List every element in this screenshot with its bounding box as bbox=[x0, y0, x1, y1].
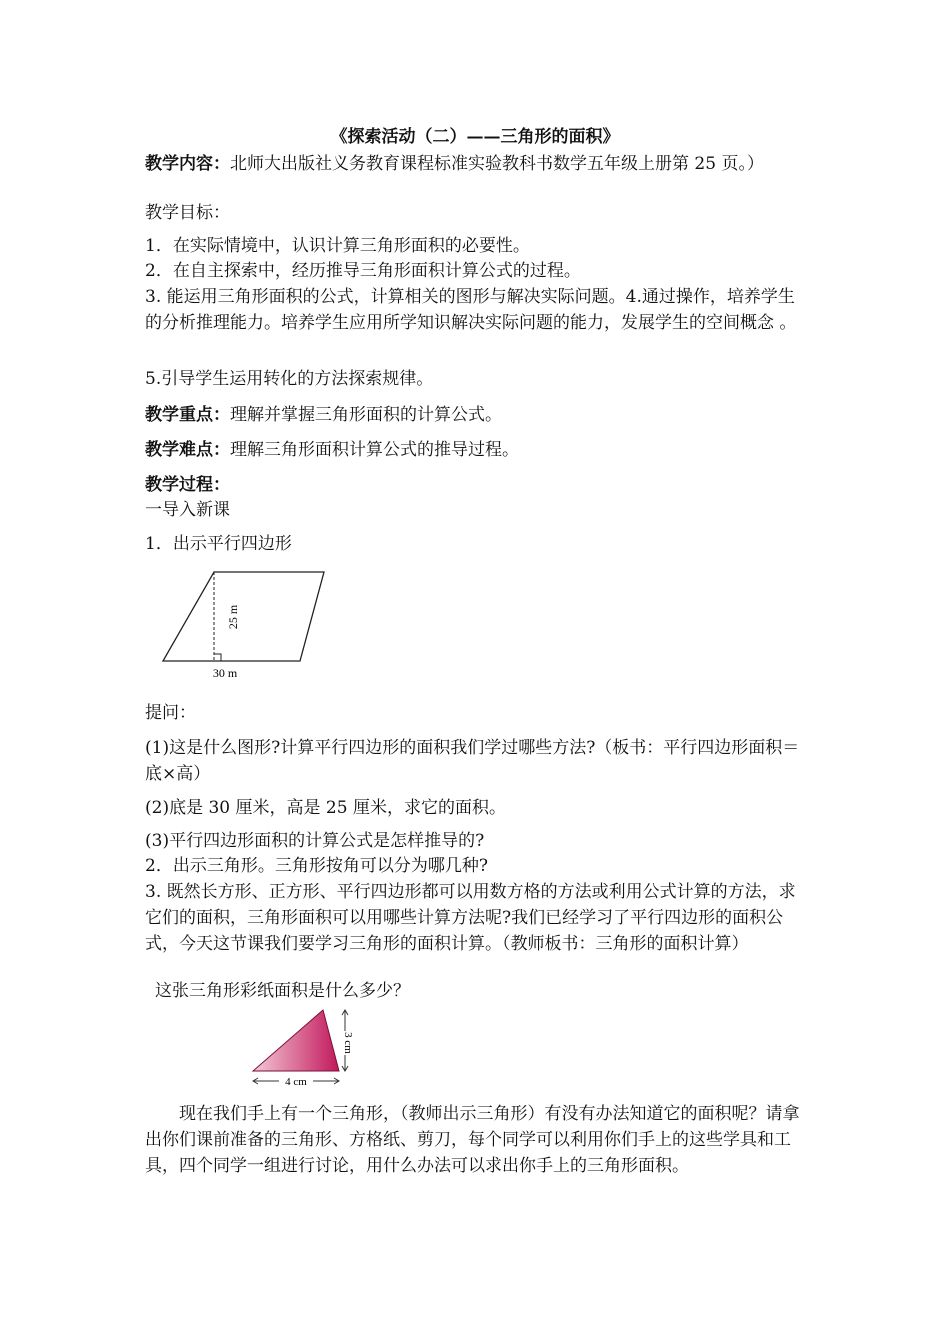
parallelogram-base-label: 30 m bbox=[212, 666, 238, 680]
teaching-content bbox=[145, 151, 809, 177]
process-heading: 教学过程： bbox=[145, 475, 230, 495]
question-1: (1)这是什么图形?计算平行四边形的面积我们学过哪些方法?（板书：平行四边形面积＝底×高） bbox=[145, 738, 800, 784]
step-1: 1．出示平行四边形 bbox=[145, 534, 292, 554]
difficulty-label: 教学难点： bbox=[145, 440, 230, 460]
parallelogram-shape bbox=[163, 572, 324, 661]
objective-item-2: 2．在自主探索中，经历推导三角形面积计算公式的过程。 bbox=[145, 261, 581, 281]
triangle-base-label: 4 cm bbox=[285, 1076, 307, 1088]
triangle-question: 这张三角形彩纸面积是什么多少？ bbox=[155, 981, 410, 1001]
key-point-label: 教学重点： bbox=[145, 405, 230, 425]
objective-item-3: 3. 能运用三角形面积的公式，计算相关的图形与解决实际问题。4.通过操作，培养学生的分析推理能力。培养学生应用所学知识解决实际问题的能力，发展学生的空间概念 。 bbox=[145, 287, 797, 333]
difficulty-text: 理解三角形面积计算公式的推导过程。 bbox=[230, 440, 519, 460]
objectives-heading: 教学目标： bbox=[145, 203, 230, 223]
key-point bbox=[145, 403, 809, 428]
step-3: 3. 既然长方形、正方形、平行四边形都可以用数方格的方法或利用公式计算的方法，求它们的面积，三角形面积可以用哪些计算方法呢?我们已经学习了平行四边形的面积公式，今天这节课我们要学习三角形的面积计算。（教师板书：三角形的面积计算） bbox=[145, 882, 796, 954]
triangle-figure bbox=[245, 1005, 355, 1095]
parallelogram-height-label: 25 m bbox=[226, 604, 240, 630]
teaching-content-text: 北师大出版社义务教育课程标准实验教科书数学五年级上册第 25 页。） bbox=[230, 154, 764, 174]
objective-item-5: 5.引导学生运用转化的方法探索规律。 bbox=[145, 369, 434, 389]
parallelogram-figure bbox=[150, 565, 340, 685]
step-2: 2．出示三角形。三角形按角可以分为哪几种? bbox=[145, 856, 488, 876]
objective-item-1: 1．在实际情境中，认识计算三角形面积的必要性。 bbox=[145, 236, 530, 256]
ask-label: 提问： bbox=[145, 703, 196, 723]
triangle-height-label: 3 cm bbox=[342, 1032, 354, 1054]
section-intro: 一导入新课 bbox=[145, 500, 230, 520]
right-angle-mark bbox=[214, 654, 221, 661]
question-3: (3)平行四边形面积的计算公式是怎样推导的? bbox=[145, 831, 485, 851]
teaching-content-label: 教学内容： bbox=[145, 154, 230, 174]
document-title: 《探索活动（二）——三角形的面积》 bbox=[330, 127, 620, 147]
triangle-shape bbox=[253, 1010, 339, 1071]
question-2: (2)底是 30 厘米，高是 25 厘米，求它的面积。 bbox=[145, 798, 506, 818]
closing-paragraph: 现在我们手上有一个三角形，（教师出示三角形）有没有办法知道它的面积呢？请拿出你们课前准备的三角形、方格纸、剪刀，每个同学可以利用你们手上的这些学具和工具，四个同学一组进行讨论，用什么办法可以求出你手上的三角形面积。 bbox=[145, 1104, 800, 1176]
key-point-text: 理解并掌握三角形面积的计算公式。 bbox=[230, 405, 502, 425]
difficulty bbox=[145, 438, 809, 463]
